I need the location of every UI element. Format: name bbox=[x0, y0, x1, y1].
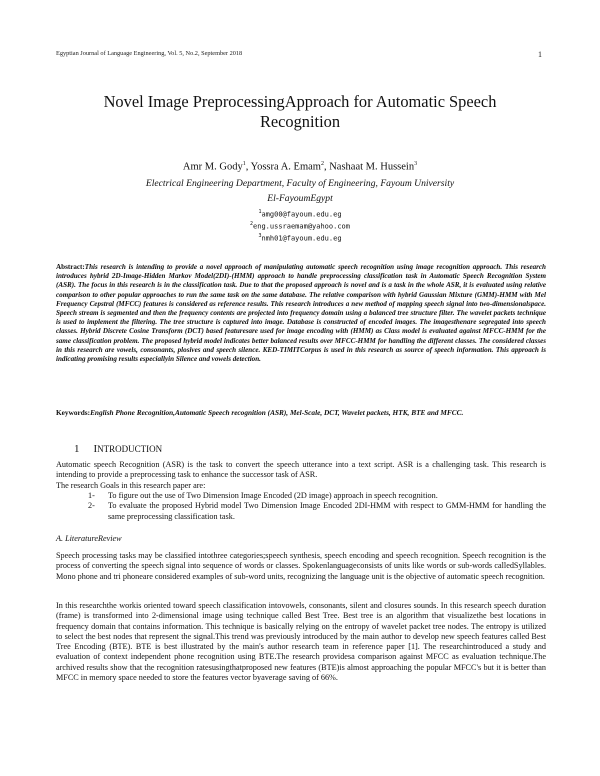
section-title-rest: NTRODUCTION bbox=[97, 444, 163, 454]
list-item-text: To evaluate the proposed Hybrid model Two Dimension Image Encoded 2DI-HMM with respect to GMM-HMM for handling the same preprocessing classification task. bbox=[108, 501, 546, 521]
title-line-1: Novel Image PreprocessingApproach for Automatic Speech bbox=[103, 92, 497, 111]
list-item-text: To figure out the use of Two Dimension Image Encoded (2D image) approach in speech recognition. bbox=[108, 491, 438, 500]
intro-paragraph-1: Automatic speech Recognition (ASR) is the task to convert the speech utterance into a text script. ASR is a challenging task. This research is intending to provide a preprocessing task to enhance the successor task of ASR. bbox=[56, 460, 546, 480]
goals-list bbox=[56, 491, 546, 522]
affiliation-line-2: El-FayoumEgypt bbox=[267, 193, 333, 204]
email-1[interactable] bbox=[52, 207, 548, 219]
list-item bbox=[56, 491, 546, 501]
abstract-label: Abstract: bbox=[56, 263, 85, 271]
intro-paragraph-2: The research Goals in this research paper are: bbox=[56, 481, 206, 490]
author-1: Amr M. Gody bbox=[182, 161, 243, 173]
subsection-heading: A. LiteratureReview bbox=[56, 534, 122, 543]
journal-header: Egyptian Journal of Language Engineering, Vol. 5, No.2, September 2018 bbox=[56, 50, 243, 57]
author-2: , Yossra A. Emam bbox=[245, 161, 321, 173]
email-3-sup: 3 bbox=[258, 233, 262, 239]
section-heading-introduction bbox=[74, 443, 162, 455]
abstract-text: This research is intending to provide a novel approach of manipulating automatic speech recognition using image recognition approach. This research introduces hybrid 2D-Image-Hidden Markov Model(2DI)-(HMM) approach to handle preprocessing classification task in Automatic Speech Recognition System (ASR). The focus in this research is in the classification task. Due to that the proposed approach is novel and is a task in the whole ASR, it is evaluated using relative comparison to other popular approaches to run the same task on the same database. The relative comparison with hybrid Gaussian Mixture (GMM)-HMM with Mel Frequency Cepstral (MFCC) features is considered as reference results. This research introduces a new method of mapping speech signal into two-dimensionalspace. Speech stream is segmented and then the frequency contents are projected into frequency domain using a balanced tree structure filter. The wavelet packets technique is used to implement the filtering. The tree structure is captured into image. Database is constructed of encoded images. The imagesthenare segregated into speech classes. Hybrid Discrete Cosine Transform (DCT) based featuresare used for image encoding with (HMM) as Class model is evaluated against MFCC-HMM for the same classification problem. The proposed hybrid model indicates better balanced results over MFCC-HMM for handling the different classes. The considered classes in this research are vowels, consonants, plosives and speech silence. KED-TIMITCorpus is used in this research as source of speech information. This approach is indicating promising results especiallyin Silence and vowels detection. bbox=[56, 263, 546, 364]
author-1-affil: 1 bbox=[242, 161, 246, 167]
email-2-text: eng.ussraemam@yahoo.com bbox=[253, 222, 350, 231]
section-first-letter: I bbox=[93, 443, 98, 455]
page-number: 1 bbox=[538, 50, 542, 59]
author-2-affil: 2 bbox=[320, 161, 324, 167]
abstract bbox=[56, 263, 546, 364]
email-1-sup: 1 bbox=[258, 209, 262, 215]
list-marker: 1- bbox=[88, 491, 95, 500]
literature-paragraph-2: In this researchthe workis oriented toward speech classification intovowels, consonants, silent and closures sounds. In this research speech duration (frame) is transformed into 2-dimensional image using technique called Best Tree. Best tree is an algorithm that visualizethe best locations in frequency domain that contains information. This technique is basically relying on the entropy of wavelet packet tree nodes. The entropy is utilized to select the best nodes that represent the signal.This trend was previously introduced by the main author to develop new speech features called Best Tree Encoding (BTE). BTE is best illustrated by the main's author research team in reference paper [1]. The researchintroduced a study and evaluation of context independent phone recognition using BTE.The research providesa comparison against MFCC as evaluation technique.The archived results show that the recognition ratesusingthatproposed new features (BTE)is almost approaching the popular MFCC's but it is better than MFCC in memory space needed to store the features vector byaverage saving of 66%. bbox=[56, 601, 546, 683]
list-item bbox=[56, 501, 546, 522]
section-number: 1 bbox=[74, 443, 80, 455]
keywords-label: Keywords: bbox=[56, 408, 91, 417]
paper-title bbox=[52, 92, 548, 132]
email-1-text: amg00@fayoum.edu.eg bbox=[261, 210, 342, 219]
email-3-text: nmh01@fayoum.edu.eg bbox=[261, 234, 342, 243]
keywords bbox=[56, 408, 546, 417]
title-line-2: Recognition bbox=[259, 112, 341, 131]
email-3[interactable] bbox=[52, 231, 548, 243]
author-3-affil: 3 bbox=[414, 161, 418, 167]
author-list bbox=[52, 158, 548, 174]
list-marker: 2- bbox=[88, 501, 95, 511]
affiliation-line-1: Electrical Engineering Department, Faculty of Engineering, Fayoum University bbox=[145, 178, 455, 189]
keywords-text: English Phone Recognition,Automatic Speech recognition (ASR), Mel-Scale, DCT, Wavelet packets, HTK, BTE and MFCC. bbox=[90, 408, 464, 417]
literature-paragraph-1: Speech processing tasks may be classified intothree categories;speech synthesis, speech encoding and speech recognition. Speech recognition is the process of converting the speech signal into sequence of words or classes. Spokenlanguageconsists of units like words or sub-words calledSyllables. Mono phone and tri phoneare considered examples of sub-word units, recognizing the language unit is the objective of automatic speech recognition. bbox=[56, 551, 546, 581]
author-3: , Nashaat M. Hussein bbox=[323, 161, 415, 173]
email-2[interactable] bbox=[52, 219, 548, 231]
email-2-sup: 2 bbox=[250, 221, 254, 227]
